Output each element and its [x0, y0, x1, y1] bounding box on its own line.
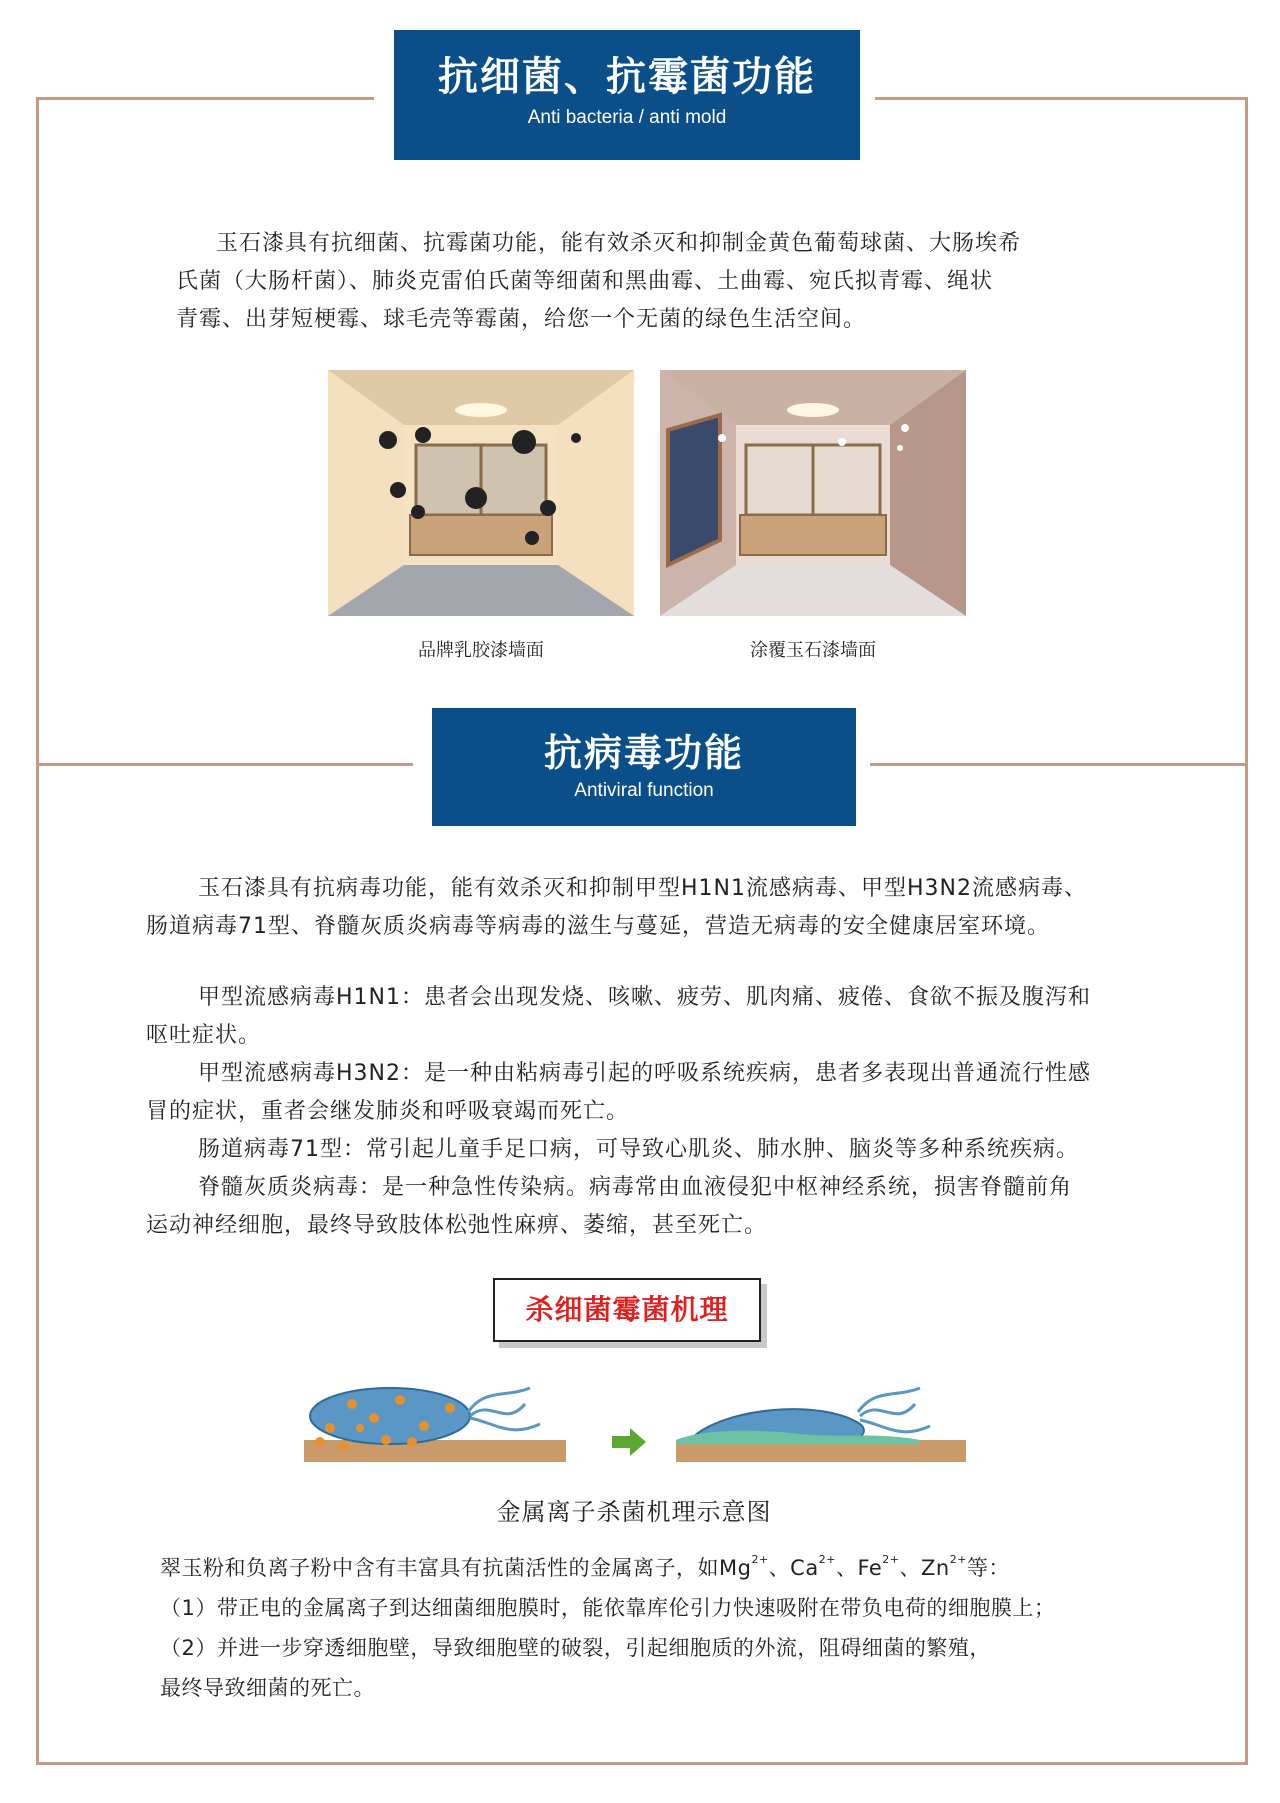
virus-descriptions [146, 979, 1091, 1245]
ion-charge: 2+ [818, 1553, 836, 1566]
frame-mid-right [870, 763, 1248, 766]
frame-top-right [875, 97, 1248, 100]
mechanism-line-3: （2）并进一步穿透细胞壁，导致细胞壁的破裂，引起细胞质的外流，阻碍细菌的繁殖， [160, 1636, 991, 1660]
caption-latex-paint: 品牌乳胶漆墙面 [418, 640, 544, 661]
paragraph-line: 玉石漆具有抗细菌、抗霉菌功能，能有效杀灭和抑制金黄色葡萄球菌、大肠埃希 [216, 231, 1022, 256]
section-header-antibacterial [394, 30, 860, 160]
frame-left [36, 97, 39, 1765]
mechanism-line-1-prefix: 翠玉粉和负离子粉中含有丰富具有抗菌活性的金属离子，如 [160, 1556, 719, 1580]
section-header-antiviral [432, 708, 856, 826]
paragraph-line: 甲型流感病毒H3N2：是一种由粘病毒引起的呼吸系统疾病，患者多表现出普通流行性感 [198, 1061, 1091, 1086]
mechanism-title: 杀细菌霉菌机理 [493, 1278, 761, 1342]
paragraph-line: 玉石漆具有抗病毒功能，能有效杀灭和抑制甲型H1N1流感病毒、甲型H3N2流感病毒、 [198, 876, 1087, 901]
room-jade-svg [660, 370, 966, 616]
paragraph-line: 运动神经细胞，最终导致肢体松弛性麻痹、萎缩，甚至死亡。 [146, 1213, 768, 1238]
room-latex-svg [328, 370, 634, 616]
mechanism-line-1 [160, 1548, 1055, 1588]
diagram-caption: 金属离子杀菌机理示意图 [496, 1498, 772, 1526]
ion-base: Ca [790, 1556, 819, 1580]
metal-ion-svg [300, 1368, 968, 1480]
mechanism-text [160, 1548, 1055, 1708]
caption-jade-paint: 涂覆玉石漆墙面 [750, 640, 876, 661]
section-title-zh: 抗病毒功能 [543, 731, 744, 775]
ion-base: Mg [719, 1556, 752, 1580]
paragraph-line: 甲型流感病毒H1N1：患者会出现发烧、咳嗽、疲劳、肌肉痛、疲倦、食欲不振及腹泻和 [198, 985, 1091, 1010]
antiviral-paragraph [146, 870, 1087, 946]
paragraph-line: 肠道病毒71型：常引起儿童手足口病，可导致心肌炎、肺水肿、脑炎等多种系统疾病。 [198, 1137, 1079, 1162]
section-title-zh: 抗细菌、抗霉菌功能 [438, 54, 816, 100]
room-jade-paint-illustration [660, 370, 966, 616]
frame-right [1245, 97, 1248, 1765]
frame-top-left [36, 97, 374, 100]
ion-sep: 、 [768, 1556, 791, 1580]
paragraph-line: 肠道病毒71型、脊髓灰质炎病毒等病毒的滋生与蔓延，营造无病毒的安全健康居室环境。 [146, 914, 1050, 939]
paragraph-line: 氏菌（大肠杆菌）、肺炎克雷伯氏菌等细菌和黑曲霉、土曲霉、宛氏拟青霉、绳状 [176, 269, 994, 294]
paragraph-line: 呕吐症状。 [146, 1023, 262, 1048]
ion-ca [790, 1553, 858, 1580]
ion-base: Zn [921, 1556, 950, 1580]
ion-sep: 、 [835, 1556, 858, 1580]
ion-fe [857, 1553, 922, 1580]
mechanism-line-4: 最终导致细菌的死亡。 [160, 1676, 375, 1700]
ion-charge: 2+ [882, 1553, 900, 1566]
antibacterial-paragraph [176, 225, 1021, 339]
ion-zn [921, 1553, 1010, 1580]
ion-charge: 2+ [751, 1553, 769, 1566]
frame-mid-left [36, 763, 413, 766]
section-title-en: Anti bacteria / anti mold [527, 107, 727, 128]
ion-charge: 2+ [949, 1553, 967, 1566]
paragraph-line: 脊髓灰质炎病毒：是一种急性传染病。病毒常由血液侵犯中枢神经系统，损害脊髓前角 [198, 1175, 1073, 1200]
metal-ion-diagram [300, 1368, 968, 1480]
paragraph-line: 青霉、出芽短梗霉、球毛壳等霉菌，给您一个无菌的绿色生活空间。 [176, 307, 867, 332]
frame-bottom [36, 1762, 1248, 1765]
mechanism-line-2: （1）带正电的金属离子到达细菌细胞膜时，能依靠库伦引力快速吸附在带负电荷的细胞膜上； [160, 1596, 1056, 1620]
room-latex-paint-illustration [328, 370, 634, 616]
paragraph-line: 冒的症状，重者会继发肺炎和呼吸衰竭而死亡。 [146, 1099, 630, 1124]
ion-sep: 等： [966, 1556, 1010, 1580]
ion-sep: 、 [899, 1556, 922, 1580]
section-title-en: Antiviral function [574, 780, 714, 801]
ion-mg [719, 1553, 791, 1580]
ion-base: Fe [857, 1556, 883, 1580]
